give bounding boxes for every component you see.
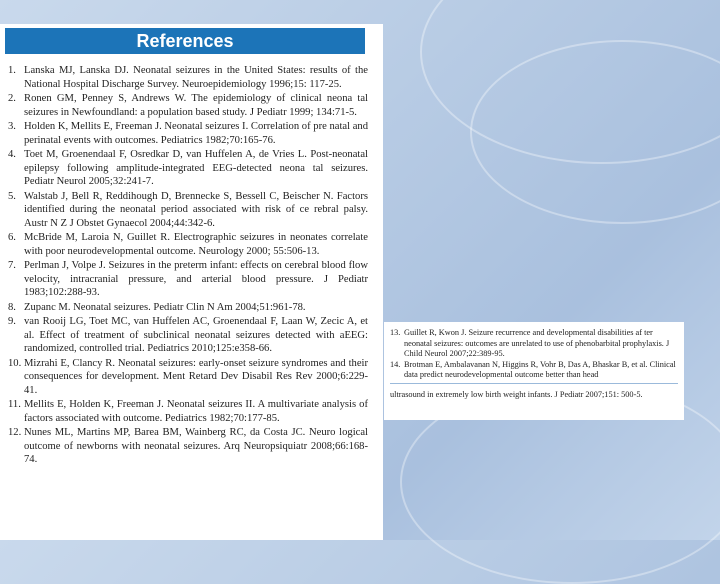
- reference-text: Toet M, Groenendaal F, Osredkar D, van Huffelen A, de Vries L. Post-neonatal epilepsy following amplitude-integrated EEG-detected neona tal seizures. Pediatr Neurol 2005;32:241-7.: [24, 149, 368, 187]
- reference-list: [8, 64, 368, 468]
- reference-number: 1.: [8, 65, 16, 76]
- reference-item: [8, 64, 368, 91]
- reference-text: Nunes ML, Martins MP, Barea BM, Wainberg RC, da Costa JC. Neuro logical outcome of newborns with neonatal seizures. Arq Neuropsiquiatr 2008;66:168-74.: [24, 427, 368, 465]
- reference-number: 4.: [8, 149, 16, 160]
- reference-item: [8, 398, 368, 425]
- reference-item: [8, 301, 368, 315]
- reference-text: van Rooij LG, Toet MC, van Huffelen AC, Groenendaal F, Laan W, Zecic A, et al. Effect of treatment of subclinical neonatal seizures detected with aEEG: randomized, controlled trial. Pediatrics 2010;125:e358-66.: [24, 316, 368, 354]
- reference-item: [8, 92, 368, 119]
- reference-text: Lanska MJ, Lanska DJ. Neonatal seizures in the United States: results of the National Hospital Discharge Survey. Neuroepidemiology 1996;15: 117-25.: [24, 65, 368, 90]
- reference-item: [8, 148, 368, 189]
- reference-text: Guillet R, Kwon J. Seizure recurrence and developmental disabilities af ter neonatal seizures: outcomes are unrelated to use of phenobarbital prophylaxis. J Child Neurol 2007;22:389-95.: [404, 328, 670, 358]
- reference-number: 7.: [8, 260, 16, 271]
- reference-number: 3.: [8, 121, 16, 132]
- references-header: References: [5, 28, 365, 54]
- reference-number: 8.: [8, 301, 16, 313]
- divider: [390, 383, 678, 384]
- reference-continuation-text: ultrasound in extremely low birth weight infants. J Pediatr 2007;151: 500-5.: [390, 389, 643, 399]
- reference-number: 12.: [8, 427, 22, 438]
- references-page: [0, 24, 383, 540]
- reference-number: 9.: [8, 316, 16, 327]
- reference-text: Walstab J, Bell R, Reddihough D, Brennecke S, Bessell C, Beischer N. Factors identified during the neonatal period associated with risk of ce rebral palsy. Austr N Z J Obstet Gynaecol 2004;44:342-6.: [24, 190, 368, 229]
- reference-number: 14.: [390, 359, 401, 369]
- reference-item: [390, 328, 678, 360]
- reference-item: [8, 259, 368, 300]
- reference-item: [8, 190, 368, 231]
- reference-number: 13.: [390, 328, 401, 337]
- reference-item: [8, 231, 368, 258]
- reference-text: Mizrahi E, Clancy R. Neonatal seizures: early-onset seizure syndromes and their consequences for development. Ment Retard Dev Disabil Res Rev 2000;6:229-41.: [24, 357, 368, 396]
- reference-text: Mellits E, Holden K, Freeman J. Neonatal seizures II. A multivariate analysis of factors associated with outcome. Pediatrics 1982;70:177-85.: [24, 399, 368, 424]
- reference-number: 5.: [8, 190, 16, 202]
- reference-number: 2.: [8, 93, 16, 104]
- reference-number: 10.: [8, 357, 22, 369]
- reference-text: Perlman J, Volpe J. Seizures in the preterm infant: effects on cerebral blood flow velocity, intracranial pressure, and arterial blood pressure. J Pediatr 1983;102:288-93.: [24, 260, 368, 298]
- reference-item: [390, 360, 678, 381]
- reference-text: Zupanc M. Neonatal seizures. Pediatr Clin N Am 2004;51:961-78.: [24, 301, 306, 313]
- reference-item: [8, 357, 368, 398]
- reference-text: McBride M, Laroia N, Guillet R. Electrographic seizures in neonates correlate with poor neurodevelopmental outcome. Neurology 2000; 55:506-13.: [24, 232, 368, 257]
- reference-number: 11.: [8, 399, 21, 410]
- reference-item: [8, 426, 368, 467]
- references-continued-panel: [384, 322, 684, 420]
- reference-item: [8, 120, 368, 147]
- reference-number: 6.: [8, 232, 16, 243]
- reference-text: Brotman E, Ambalavanan N, Higgins R, Vohr B, Das A, Bhaskar B, et al. Clinical data predict neurodevelopmental outcome better than head: [404, 359, 676, 379]
- reference-item: [8, 315, 368, 356]
- reference-text: Ronen GM, Penney S, Andrews W. The epidemiology of clinical neona tal seizures in Newfoundland: a population based study. J Pediatr 1999; 134:71-5.: [24, 93, 368, 118]
- reference-text: Holden K, Mellits E, Freeman J. Neonatal seizures I. Correlation of pre natal and perinatal events with outcomes. Pediatrics 1982;70:165-76.: [24, 121, 368, 146]
